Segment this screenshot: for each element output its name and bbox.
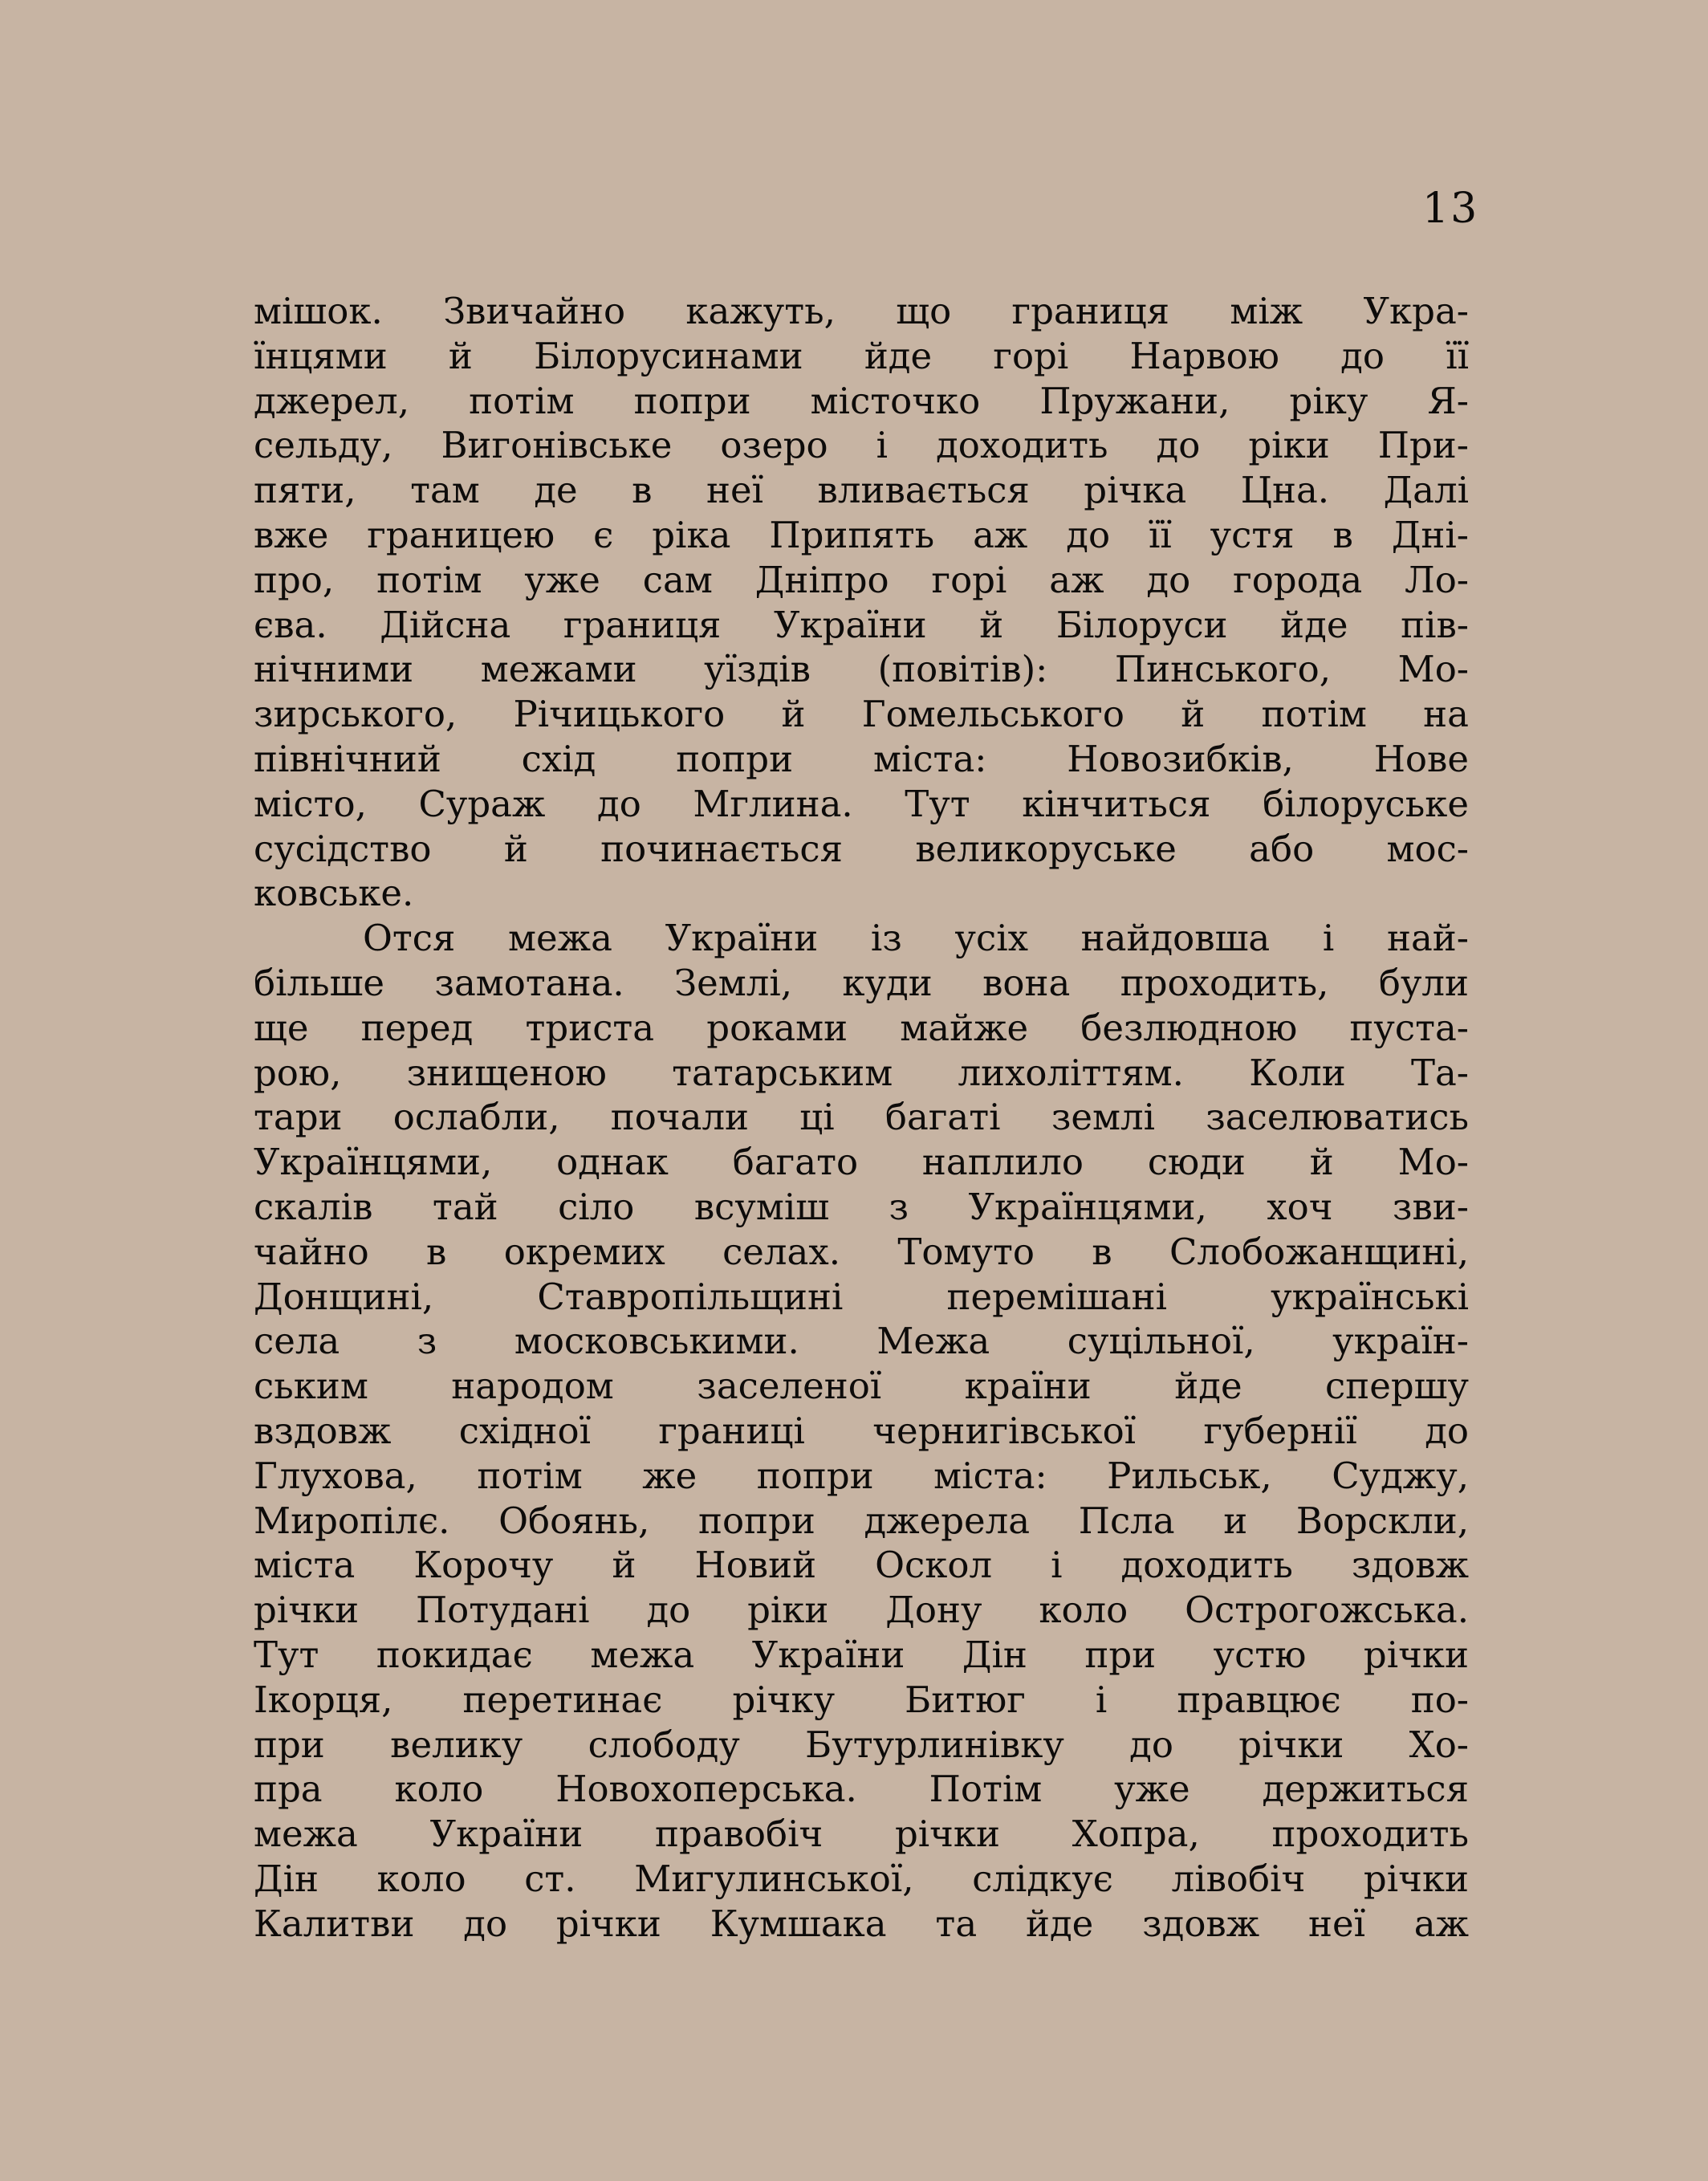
page-number: 13 <box>1422 185 1479 233</box>
paragraph-start-line: Отся межа України із усіх найдовша і най- <box>363 917 1469 960</box>
text-line: зирського, Річицького й Гомельського й потім на <box>254 693 1469 736</box>
text-line: ковське. <box>254 872 414 915</box>
text-line: при велику слободу Бутурлинівку до річки Хо- <box>254 1723 1469 1766</box>
text-line: Донщині, Ставропільщині перемішані українські <box>254 1275 1469 1318</box>
text-line: Миропілє. Обоянь, попри джерела Псла и Ворскли, <box>254 1499 1469 1542</box>
text-line: сельду, Вигонівське озеро і доходить до ріки При- <box>254 424 1469 467</box>
text-line: Ікорця, перетинає річку Битюг і правцює по- <box>254 1678 1469 1721</box>
text-line: сусідство й починається великоруське або мос- <box>254 827 1469 870</box>
text-line: мішок. Звичайно кажуть, що границя між Укра- <box>254 290 1469 332</box>
text-line: пра коло Новохоперська. Потім уже держиться <box>254 1768 1469 1811</box>
text-line: вздовж східної границі чернигівської губернії до <box>254 1409 1469 1452</box>
text-line: Українцями, однак багато наплило сюди й Мо- <box>254 1141 1469 1184</box>
text-line: єва. Дійсна границя України й Білоруси йде пів- <box>254 603 1469 646</box>
text-line: більше замотана. Землі, куди вона проходить, були <box>254 961 1469 1004</box>
text-line: пяти, там де в неї вливається річка Цна. Далі <box>254 469 1469 512</box>
text-line: чайно в окремих селах. Томуто в Слобожанщині, <box>254 1230 1469 1273</box>
text-line: Тут покидає межа України Дін при устю річки <box>254 1633 1469 1676</box>
text-line: джерел, потім попри місточко Пружани, ріку Я- <box>254 379 1469 422</box>
text-line: ським народом заселеної країни йде спершу <box>254 1365 1469 1408</box>
text-line: нічними межами уїздів (повітів): Пинського, Мо- <box>254 648 1469 691</box>
text-line: про, потім уже сам Дніпро горі аж до города Ло- <box>254 558 1469 601</box>
text-line: річки Потудані до ріки Дону коло Острогожська. <box>254 1589 1469 1632</box>
text-line: тари ослабли, почали ці багаті землі заселюватись <box>254 1096 1469 1139</box>
text-line: міста Корочу й Новий Оскол і доходить здовж <box>254 1544 1469 1587</box>
text-line: ще перед триста роками майже безлюдною пуста- <box>254 1006 1469 1049</box>
body-text <box>254 289 1469 1946</box>
text-line: Глухова, потім же попри міста: Рильськ, Суджу, <box>254 1454 1469 1497</box>
text-line: північний схід попри міста: Новозибків, Нове <box>254 737 1469 780</box>
text-line: межа України правобіч річки Хопра, проходить <box>254 1813 1469 1856</box>
text-line: їнцями й Білорусинами йде горі Нарвою до її <box>254 334 1469 377</box>
text-line: місто, Сураж до Мглина. Тут кінчиться білоруське <box>254 782 1469 825</box>
text-line: Калитви до річки Кумшака та йде здовж неї аж <box>254 1902 1469 1945</box>
text-line: вже границею є ріка Припять аж до її устя в Дні- <box>254 513 1469 556</box>
text-line: Дін коло ст. Мигулинської, слідкує лівобіч річки <box>254 1857 1469 1900</box>
text-line: скалів тай сіло всуміш з Українцями, хоч зви- <box>254 1185 1469 1228</box>
text-line: рою, знищеною татарським лихоліттям. Коли Та- <box>254 1051 1469 1094</box>
text-line: села з московськими. Межа суцільної, україн- <box>254 1320 1469 1363</box>
